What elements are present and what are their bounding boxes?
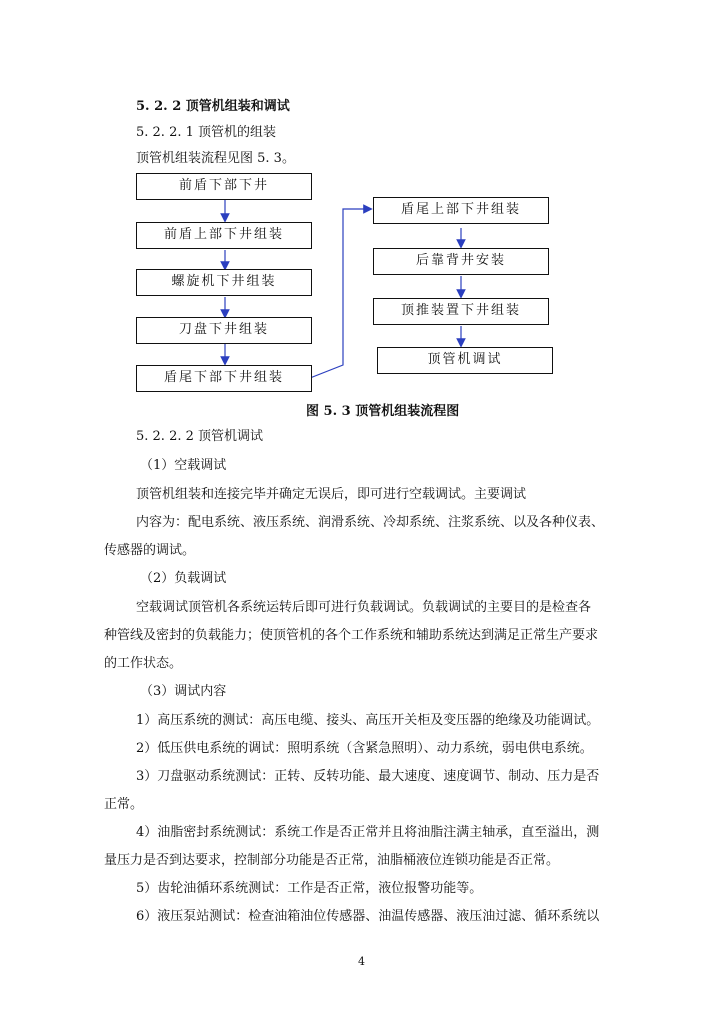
item-3-line-1: 3）刀盘驱动系统测试：正转、反转功能、最大速度、速度调节、制动、压力是否 [136,769,600,784]
no-load-line-2: 内容为：配电系统、液压系统、润滑系统、冷却系统、注浆系统、以及各种仪表、 [136,515,605,530]
flow-step-2: 前盾上部下井组装 [136,222,312,249]
flow-intro-text: 顶管机组装流程见图 5. 3。 [136,151,295,166]
flow-step-5: 盾尾下部下井组装 [136,365,312,392]
load-line-1: 空载调试顶管机各系统运转后即可进行负载调试。负载调试的主要目的是检查各 [136,600,592,615]
flow-step-1: 前盾下部下井 [136,173,312,200]
no-load-line-1: 顶管机组装和连接完毕并确定无误后，即可进行空载调试。主要调试 [136,487,527,502]
subsection-assembly-title: 5. 2. 2. 1 顶管机的组装 [136,125,277,140]
subsection-debug-title: 5. 2. 2. 2 顶管机调试 [136,429,264,444]
load-line-2: 种管线及密封的负载能力；使顶管机的各个工作系统和辅助系统达到满足正常生产要求 [104,628,599,643]
no-load-title: （1）空载调试 [140,458,227,473]
item-6: 6）液压泵站测试：检查油箱油位传感器、油温传感器、液压油过滤、循环系统以 [136,909,600,924]
item-4-line-2: 量压力是否到达要求，控制部分功能是否正常，油脂桶液位连锁功能是否正常。 [104,853,560,868]
load-line-3: 的工作状态。 [104,656,183,671]
flow-step-3: 螺旋机下井组装 [136,269,312,296]
page-number: 4 [358,955,365,968]
flow-step-9: 顶管机调试 [377,347,553,374]
section-heading: 5. 2. 2 顶管机组装和调试 [136,99,290,114]
item-5: 5）齿轮油循环系统测试：工作是否正常，液位报警功能等。 [136,881,483,896]
load-title: （2）负载调试 [140,571,227,586]
flow-step-4: 刀盘下井组装 [136,317,312,344]
flow-step-6: 盾尾上部下井组装 [373,197,549,224]
flow-step-7: 后靠背井安装 [373,248,549,275]
figure-caption: 图 5. 3 顶管机组装流程图 [306,404,460,419]
item-2: 2）低压供电系统的调试：照明系统（含紧急照明）、动力系统，弱电供电系统。 [136,741,593,756]
flowchart-arrows [0,0,724,420]
no-load-line-3: 传感器的调试。 [104,543,196,558]
content-title: （3）调试内容 [140,684,227,699]
item-3-line-2: 正常。 [104,797,144,812]
flow-step-8: 顶推装置下井组装 [373,298,549,325]
item-4-line-1: 4）油脂密封系统测试：系统工作是否正常并且将油脂注满主轴承，直至溢出，测 [136,825,600,840]
item-1: 1）高压系统的测试：高压电缆、接头、高压开关柜及变压器的绝缘及功能调试。 [136,713,600,728]
connector-arrow [310,209,368,378]
